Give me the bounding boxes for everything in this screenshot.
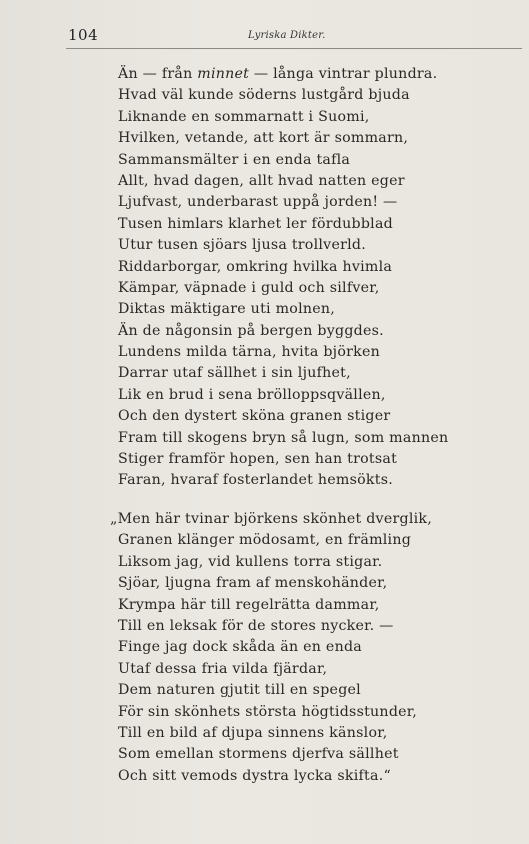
poem-line: Tusen himlars klarhet ler fördubblad	[118, 215, 394, 232]
poem-stanza-1	[118, 64, 448, 492]
running-title: Lyriska Dikter.	[248, 30, 326, 41]
poem-line: Till en leksak för de stores nycker. —	[118, 617, 394, 634]
poem-line: Liknande en sommarnatt i Suomi,	[118, 108, 370, 125]
page-header	[0, 0, 529, 50]
poem-line: Liksom jag, vid kullens torra stigar.	[118, 553, 383, 570]
poem-line: Allt, hvad dagen, allt hvad natten eger	[118, 172, 405, 189]
poem-line: Kämpar, väpnade i guld och silfver,	[118, 279, 380, 296]
poem-line: Och sitt vemods dystra lycka skifta.“	[118, 767, 391, 784]
poem-line: Sammansmälter i en enda tafla	[118, 151, 351, 168]
poem-line: Diktas mäktigare uti molnen,	[118, 301, 336, 318]
poem-line: Utur tusen sjöars ljusa trollverld.	[118, 237, 366, 254]
poem-line: Lik en brud i sena brölloppsqvällen,	[118, 386, 386, 403]
poem-line: Krympa här till regelrätta dammar,	[118, 596, 380, 613]
poem-line: Ljufvast, underbarast uppå jorden! —	[118, 194, 398, 211]
header-rule	[66, 48, 522, 49]
poem-line: Utaf dessa fria vilda fjärdar,	[118, 660, 328, 677]
poem-line: Granen klänger mödosamt, en främling	[118, 532, 412, 549]
poem-line: Stiger framför hopen, sen han trotsat	[118, 451, 398, 468]
poem-line: Än de någonsin på bergen byggdes.	[118, 322, 384, 339]
emphasis-word: minnet	[197, 66, 250, 82]
poem-line: Fram till skogens bryn så lugn, som mannen	[118, 429, 449, 446]
poem-line: Riddarborgar, omkring hvilka hvimla	[118, 258, 393, 275]
poem-line: Dem naturen gjutit till en spegel	[118, 682, 361, 699]
poem-line: Sjöar, ljugna fram af menskohänder,	[118, 575, 388, 592]
poem-line: Faran, hvaraf fosterlandet hemsökts.	[118, 472, 394, 489]
poem-stanza-2	[110, 509, 433, 787]
poem-line: För sin skönhets största högtidsstunder,	[118, 703, 418, 720]
poem-line: „Men här tvinar björkens skönhet dverglik,	[110, 511, 433, 527]
poem-line: Till en bild af djupa sinnens känslor,	[118, 724, 388, 741]
page-number: 104	[68, 26, 99, 44]
poem-line: Hvad väl kunde söderns lustgård bjuda	[118, 87, 410, 104]
poem-line: Finge jag dock skåda än en enda	[118, 639, 362, 656]
poem-line: Lundens milda tärna, hvita björken	[118, 344, 381, 361]
poem-line: Än — från minnet — långa vintrar plundra.	[118, 66, 438, 82]
poem-line: Och den dystert sköna granen stiger	[118, 408, 391, 425]
poem-line: Som emellan stormens djerfva sällhet	[118, 746, 399, 763]
poem-line: Darrar utaf sällhet i sin ljufhet,	[118, 365, 351, 382]
poem-line: Hvilken, vetande, att kort är sommarn,	[118, 130, 409, 147]
